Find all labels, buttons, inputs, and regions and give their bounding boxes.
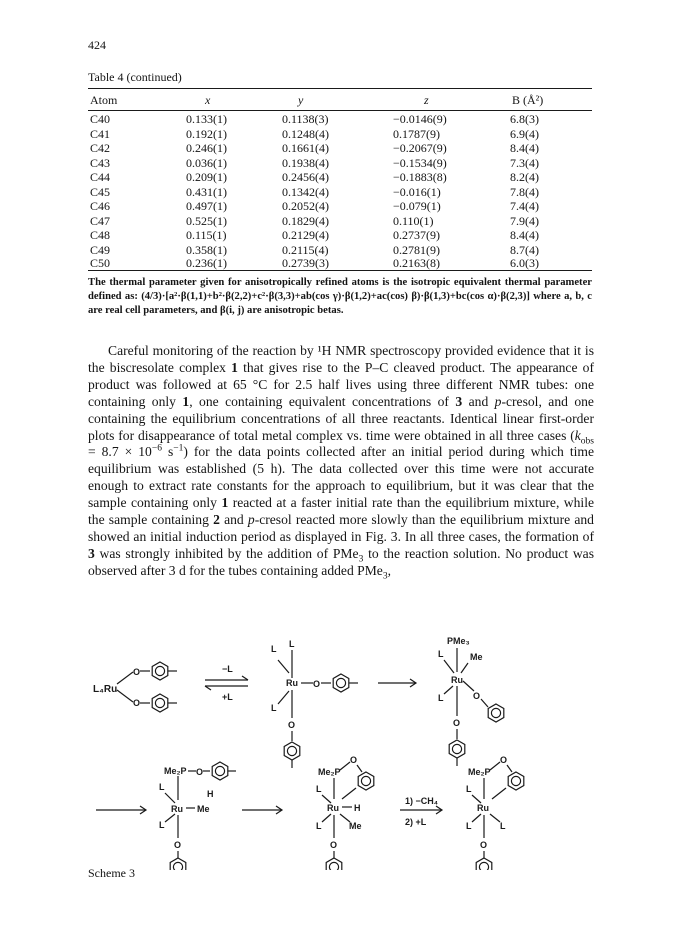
text-run: to the reaction solution. No product was observed after 3 d for the tubes containing added PMe — [88, 545, 594, 578]
cell-atom: C47 — [90, 213, 111, 228]
label-l: L — [159, 820, 165, 830]
cell-x: 0.133(1) — [186, 112, 227, 126]
cell-atom: C44 — [90, 170, 111, 184]
label-o: O — [350, 755, 358, 765]
text-run: , one containing equivalent concentrations of — [189, 393, 456, 409]
label-o: O — [313, 679, 321, 689]
cell-b: 6.0(3) — [510, 256, 539, 270]
text-run: and — [462, 393, 495, 409]
label-o: O — [453, 718, 461, 728]
label-plus-l: 2) +L — [405, 817, 427, 827]
structure-five-coordinate — [271, 639, 358, 768]
label-l4ru: L₄Ru — [93, 684, 118, 695]
header-x: x — [205, 93, 211, 107]
cell-atom: C48 — [90, 228, 111, 242]
structure-biscresolate — [93, 662, 177, 712]
label-ru: Ru — [477, 803, 489, 813]
label-minus-l: −L — [222, 664, 233, 674]
compound-ref: 1 — [182, 393, 190, 409]
cell-atom: C49 — [90, 242, 111, 257]
cell-y: 0.1138(3) — [282, 112, 329, 126]
cell-y: 0.2129(4) — [282, 228, 329, 242]
label-l: L — [271, 644, 277, 654]
text-run: -cresol, and one containing the equilibrium concentrations of all three reactants. Identical linear first-order plots for disappearance of total metal complex vs. time were obtained in all three cases ( — [88, 393, 594, 443]
compound-ref: 1 — [231, 359, 238, 375]
label-minus-ch4: 1) −CH₄ — [405, 796, 439, 806]
label-o: O — [473, 691, 481, 701]
cell-b: 6.8(3) — [510, 112, 539, 126]
text-run: -cresol reacted more slowly than the equilibrium mixture and showed an initial induction period as displayed in Fig. 3. In all three cases, the formation of — [88, 512, 594, 544]
cell-atom: C43 — [90, 155, 111, 170]
cell-z: −0.016(1) — [393, 184, 441, 199]
cell-b: 8.4(4) — [510, 228, 539, 242]
label-plus-l: +L — [222, 692, 233, 702]
cell-atom: C40 — [90, 112, 111, 126]
label-l: L — [316, 784, 322, 794]
table-caption: Table 4 (continued) — [88, 70, 182, 84]
label-l: L — [438, 649, 444, 659]
structure-pme3-adduct — [438, 636, 504, 766]
cell-atom: C41 — [90, 126, 111, 141]
cell-x: 0.115(1) — [186, 228, 227, 242]
cell-atom: C50 — [90, 256, 111, 270]
text-run: spectroscopy provided evidence that it is the biscresolate complex — [88, 343, 594, 375]
cell-x: 0.431(1) — [186, 184, 227, 199]
structure-hydride-intermediate — [316, 755, 374, 870]
cell-atom: C45 — [90, 184, 111, 199]
text-run: was strongly inhibited by the addition of PMe — [94, 545, 359, 561]
compound-ref: 3 — [88, 545, 95, 561]
cell-x: 0.036(1) — [186, 155, 227, 170]
cell-y: 0.1661(4) — [282, 141, 329, 155]
text-run: and — [219, 512, 248, 528]
text-run: Careful monitoring of the reaction by — [108, 343, 318, 358]
cell-x: 0.358(1) — [186, 242, 227, 257]
rate-subscript: obs — [580, 436, 594, 447]
cell-z: −0.1534(9) — [393, 155, 447, 170]
equilibrium-arrows — [205, 664, 248, 702]
header-y: y — [298, 93, 304, 107]
text-run: , — [387, 562, 391, 578]
compound-ref: 3 — [455, 393, 463, 409]
label-l: L — [466, 784, 472, 794]
rate-symbol: k — [574, 427, 581, 443]
table-header-rule — [88, 110, 592, 111]
label-l: L — [316, 821, 322, 831]
text-run: reacted at a faster initial rate than the equilibrium mixture, while the sample containing — [88, 495, 595, 528]
reaction-arrow-with-conditions — [400, 796, 442, 827]
label-ru: Ru — [451, 675, 463, 685]
cell-x: 0.209(1) — [186, 170, 227, 184]
label-o: O — [133, 667, 141, 677]
label-h: H — [207, 789, 214, 799]
label-me2p: Me₂P — [318, 767, 341, 777]
label-me2p: Me₂P — [164, 766, 187, 776]
text-run: ¹H NMR — [317, 343, 367, 358]
subscript: 3 — [382, 571, 388, 582]
cell-b: 8.7(4) — [510, 242, 539, 257]
label-o: O — [288, 720, 296, 730]
cell-z: −0.0146(9) — [393, 112, 447, 126]
label-me2p: Me₂P — [468, 767, 491, 777]
cell-x: 0.497(1) — [186, 199, 227, 213]
text-run: ) for the data points collected after an initial period during which time equilibrium was established (5 h). The data collected over this time were not accurate enough to extract rate constants for the approach to equilibrium, but it was clear that the sample containing only — [88, 444, 594, 511]
cell-x: 0.525(1) — [186, 213, 227, 228]
label-me: Me — [470, 652, 483, 662]
header-z: z — [424, 93, 429, 107]
cell-y: 0.1938(4) — [282, 155, 329, 170]
cell-b: 8.2(4) — [510, 170, 539, 184]
label-l: L — [438, 693, 444, 703]
cell-x: 0.192(1) — [186, 126, 227, 141]
scheme-caption: Scheme 3 — [88, 866, 135, 880]
label-me: Me — [197, 804, 210, 814]
label-me: Me — [349, 821, 362, 831]
compound-ref: 1 — [221, 495, 229, 511]
header-atom: Atom — [90, 93, 118, 107]
label-o: O — [174, 840, 182, 850]
italic-p: p — [247, 512, 255, 528]
label-l: L — [466, 821, 472, 831]
body-paragraph — [88, 343, 594, 580]
cell-z: 0.1787(9) — [393, 126, 440, 141]
compound-ref: 2 — [213, 512, 220, 528]
subscript: 3 — [358, 554, 364, 565]
header-b: B (Å²) — [512, 93, 544, 107]
cell-y: 0.1342(4) — [282, 184, 329, 199]
label-ru: Ru — [171, 804, 183, 814]
cell-b: 7.9(4) — [510, 213, 539, 228]
cell-z: −0.1883(8) — [393, 170, 447, 184]
cell-z: 0.2781(9) — [393, 242, 440, 257]
label-pme3: PMe₃ — [447, 636, 470, 646]
label-o: O — [480, 840, 488, 850]
italic-p: p — [494, 393, 502, 409]
cell-b: 7.8(4) — [510, 184, 539, 199]
label-l: L — [500, 821, 506, 831]
cell-b: 7.3(4) — [510, 155, 539, 170]
table-footnote: The thermal parameter given for anisotropically refined atoms is the isotropic equivalent thermal parameter defined as: (4/3)·[a²·β(1,1)+b²·β(2,2)+c²·β(3,3)+ab(cos γ)·β(1,2)+ac(cos) β)·β(1,3)+bc(cos α)·β(2,3)] where a, b, c are real cell parameters, and β(i, j) are anisotropic betas. — [88, 277, 592, 316]
label-o: O — [133, 698, 141, 708]
label-l: L — [289, 639, 295, 649]
cell-y: 0.1829(4) — [282, 213, 329, 228]
cell-z: 0.110(1) — [393, 213, 434, 228]
cell-b: 6.9(4) — [510, 126, 539, 141]
cell-b: 8.4(4) — [510, 141, 539, 155]
cell-y: 0.2115(4) — [282, 242, 329, 257]
cell-atom: C46 — [90, 199, 111, 213]
text-run: = 8.7 × 10 — [88, 444, 152, 460]
cell-x: 0.236(1) — [186, 256, 227, 270]
cell-z: 0.2737(9) — [393, 228, 440, 242]
label-l: L — [271, 703, 277, 713]
cell-z: −0.079(1) — [393, 199, 441, 213]
exponent: −6 — [151, 443, 162, 454]
cell-b: 7.4(4) — [510, 199, 539, 213]
cell-y: 0.2456(4) — [282, 170, 329, 184]
cell-y: 0.1248(4) — [282, 126, 329, 141]
label-o: O — [330, 840, 338, 850]
structure-agostic-intermediate — [159, 762, 236, 870]
cell-z: 0.2163(8) — [393, 256, 440, 270]
label-h: H — [354, 803, 361, 813]
page-number: 424 — [88, 38, 106, 52]
reaction-scheme — [0, 620, 680, 870]
cell-x: 0.246(1) — [186, 141, 227, 155]
label-o: O — [500, 755, 508, 765]
cell-y: 0.2739(3) — [282, 256, 329, 270]
exponent: −1 — [173, 443, 184, 454]
label-l: L — [159, 782, 165, 792]
text-run: s — [161, 444, 174, 460]
label-ru: Ru — [286, 678, 298, 688]
structure-product-3 — [466, 755, 524, 870]
cell-z: −0.2067(9) — [393, 141, 447, 155]
cell-y: 0.2052(4) — [282, 199, 329, 213]
label-ru: Ru — [327, 803, 339, 813]
label-o: O — [196, 767, 204, 777]
table-top-rule — [88, 88, 592, 89]
text-run: that gives rise to the P–C cleaved product. The appearance of product was followed at 65 °C for 2.5 half lives using three different NMR tubes: one containing only — [88, 359, 595, 409]
cell-atom: C42 — [90, 141, 111, 155]
